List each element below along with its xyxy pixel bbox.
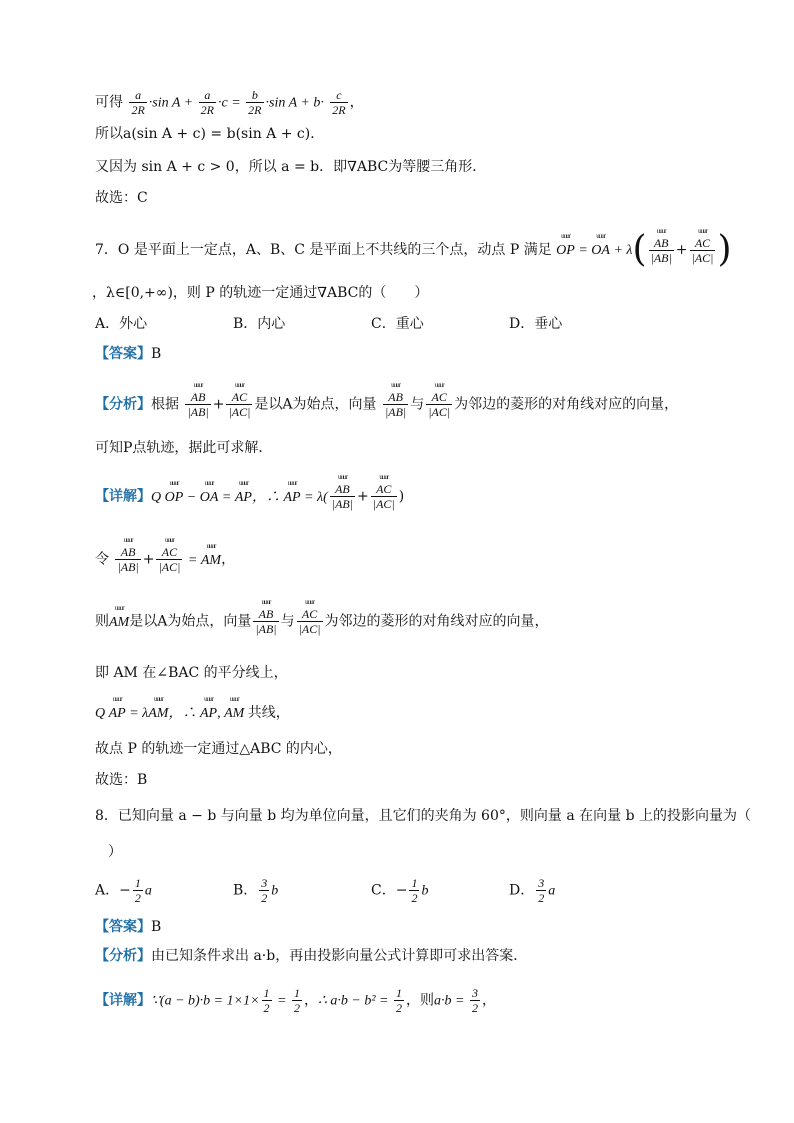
detail-7-line-2: 令 uuur $\frac{AB}{|AB|}$ + uuur $\frac{AC}{|AC|}$ = uuur AM， xyxy=(95,545,235,574)
option-8b: B． $\frac{3}{2}$ b xyxy=(233,876,279,905)
detail-7-line-3: 则uuur AM是以A为始点，向量 uuur $\frac{AB}{|AB|}$ 与 uuur $\frac{AC}{|AC|}$ 为邻边的菱形的对角线对应的向量， xyxy=(95,607,549,636)
detail-7-line-1: 【详解】Q uuur OP − uuur OA = uuur AP，∴ uuur AP = λ( uuur $\frac{AB}{|AB|}$ + uuur $\frac{AC}{|AC|}$ ) xyxy=(95,482,404,511)
detail-7-line-5: Q uuur AP = λuuur AM，∴ uuur AP, uuur AM 共线， xyxy=(95,703,290,724)
option-8d: D． $\frac{3}{2}$ a xyxy=(509,876,556,905)
equation-line-1: 可得 $\frac{a}{2R}$ ·sin A + $\frac{a}{2R}$ ·c = $\frac{b}{2R}$ ·sin A + b· $\frac{c}{2R}$ ， xyxy=(95,88,364,117)
answer-7: 【答案】B xyxy=(95,346,162,362)
choose-line-7: 故选：B xyxy=(95,772,148,788)
option-a: A．外心 xyxy=(95,316,148,332)
question-7-stem-cont: ，λ∈[0,+∞)，则 P 的轨迹一定通过∇ABC的（ ） xyxy=(92,285,429,301)
option-c: C．重心 xyxy=(371,316,424,332)
analysis-7-cont: 可知P点轨迹，据此可求解． xyxy=(95,440,273,456)
text-prefix: 可得 xyxy=(95,94,123,111)
equation-line-2: 所以a(sin A + c) = b(sin A + c)． xyxy=(95,126,325,142)
analysis-7: 【分析】根据 uuur $\frac{AB}{|AB|}$ + uuur $\frac{AC}{|AC|}$ 是以A为始点，向量 uuur $\frac{AB}{|AB|}$ 与 uuur $\frac{AC}{|AC|}$ 为邻边的菱形的对角线对应的向量， xyxy=(95,390,678,419)
detail-7-line-4: 即 AM 在∠BAC 的平分线上， xyxy=(95,665,288,681)
equation-line-3: 又因为 sin A + c > 0，所以 a = b．即∇ABC为等腰三角形． xyxy=(95,159,487,175)
detail-7-line-6: 故点 P 的轨迹一定通过△ABC 的内心， xyxy=(95,741,342,757)
detail-8: 【详解】∵(a − b)·b = 1×1× $\frac{1}{2}$ = $\frac{1}{2}$ ，∴ a·b − b² = $\frac{1}{2}$ ，则a·b = $\frac{3}{2}$ ， xyxy=(95,986,496,1015)
question-8-stem: 8．已知向量 a − b 与向量 b 均为单位向量，且它们的夹角为 60°，则向量 a 在向量 b 上的投影向量为（ xyxy=(95,808,751,824)
question-8-stem-cont: ） xyxy=(108,844,122,860)
choose-line-6: 故选：C xyxy=(95,190,148,206)
option-b: B．内心 xyxy=(233,316,286,332)
option-8a: A．− $\frac{1}{2}$ a xyxy=(95,876,152,905)
option-d: D．垂心 xyxy=(509,316,563,332)
answer-8: 【答案】B xyxy=(95,919,162,935)
analysis-8: 【分析】由已知条件求出 a·b，再由投影向量公式计算即可求出答案． xyxy=(95,948,528,964)
question-7-stem: 7．O 是平面上一定点，A、B、C 是平面上不共线的三个点，动点 P 满足 uuur OP = uuur OA + λ( uuur $\frac{AB}{|AB|}$ + uuur $\frac{AC}{|AC|}$ ) xyxy=(95,232,732,268)
option-8c: C．− $\frac{1}{2}$ b xyxy=(371,876,429,905)
